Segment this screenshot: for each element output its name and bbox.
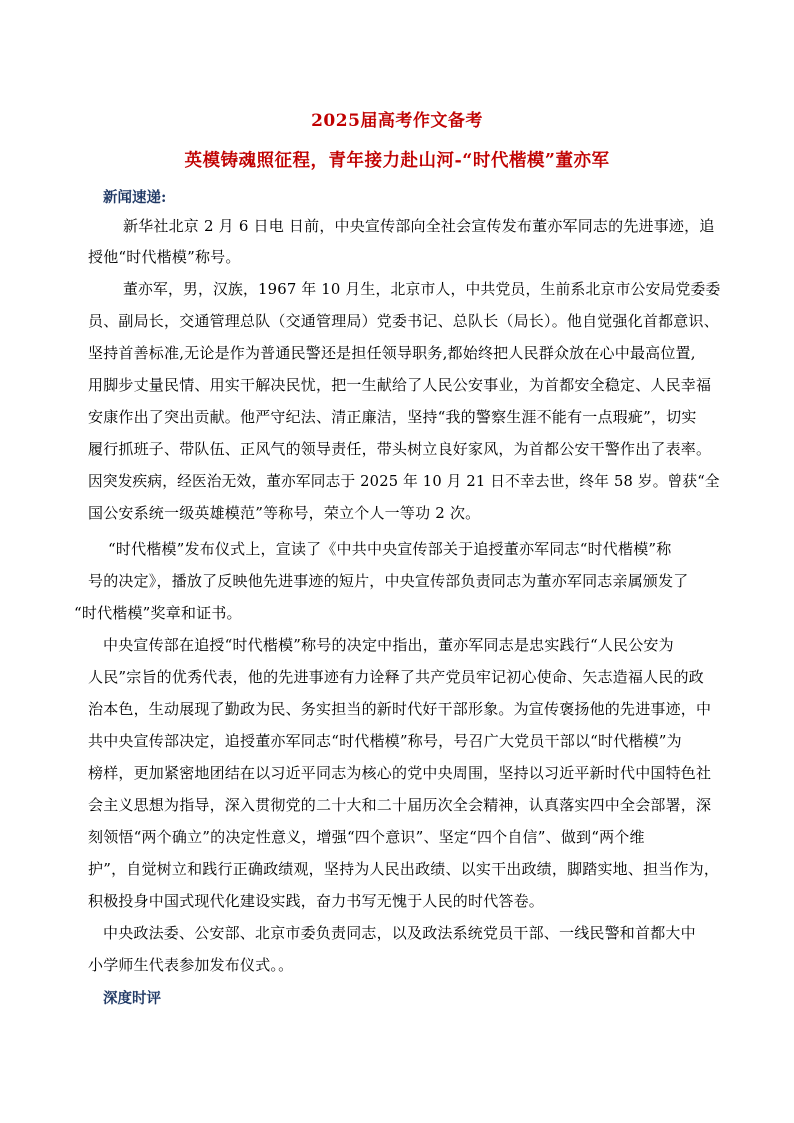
- body-line: 员、副局长，交通管理总队（交通管理局）党委书记、总队长（局长）。他自觉强化首都意识、: [88, 312, 719, 330]
- section-heading-news: 新闻速递:: [103, 189, 167, 206]
- body-line: 国公安系统一级英雄模范”等称号，荣立个人一等功 2 次。: [88, 504, 481, 522]
- body-line: 坚持首善标准,无论是作为普通民警还是担任领导职务,都始终把人民群众放在心中最高位置,: [88, 344, 696, 362]
- body-line: 刻领悟“两个确立”的决定性意义，增强“四个意识”、坚定“四个自信”、做到“两个维: [88, 828, 645, 846]
- body-line: 授他“时代楷模”称号。: [88, 248, 241, 266]
- body-line: 会主义思想为指导，深入贯彻党的二十大和二十届历次全会精神，认真落实四中全会部署，深: [88, 796, 712, 814]
- body-line: 中央政法委、公安部、北京市委负责同志，以及政法系统党员干部、一线民警和首都大中: [103, 924, 696, 942]
- body-line: 履行抓班子、带队伍、正风气的领导责任，带头树立良好家风，为首都公安干警作出了表率。: [88, 440, 712, 458]
- body-line: 中央宣传部在追授“时代楷模”称号的决定中指出，董亦军同志是忠实践行“人民公安为: [103, 636, 674, 654]
- document-title: 2025届高考作文备考: [311, 111, 483, 131]
- body-line: 用脚步丈量民情、用实干解决民忧，把一生献给了人民公安事业，为首都安全稳定、人民幸福: [88, 376, 712, 394]
- body-line: 人民”宗旨的优秀代表，他的先进事迹有力诠释了共产党员牢记初心使命、矢志造福人民的政: [88, 668, 704, 686]
- body-line: 积极投身中国式现代化建设实践，奋力书写无愧于人民的时代答卷。: [88, 892, 545, 910]
- body-line: 小学师生代表参加发布仪式。。: [88, 956, 294, 974]
- body-line: 新华社北京 2 月 6 日电 日前，中央宣传部向全社会宣传发布董亦军同志的先进事迹，追: [123, 217, 715, 235]
- body-line: 治本色，生动展现了勤政为民、务实担当的新时代好干部形象。为宣传褒扬他的先进事迹，中: [88, 700, 712, 718]
- body-line: 共中央宣传部决定，追授董亦军同志“时代楷模”称号，号召广大党员干部以“时代楷模”为: [88, 732, 682, 750]
- body-line: 安康作出了突出贡献。他严守纪法、清正廉洁，坚持“我的警察生涯不能有一点瑕疵”，切实: [88, 408, 697, 426]
- body-line: 榜样，更加紧密地团结在以习近平同志为核心的党中央周围，坚持以习近平新时代中国特色社: [88, 764, 712, 782]
- body-line: “时代楷模”奖章和证书。: [74, 604, 242, 622]
- body-line: 因突发疾病，经医治无效，董亦军同志于 2025 年 10 月 21 日不幸去世，终年 58 岁。曾获“全: [88, 472, 720, 490]
- section-heading-comment: 深度时评: [103, 990, 161, 1007]
- body-line: 董亦军，男，汉族，1967 年 10 月生，北京市人，中共党员，生前系北京市公安局党委委: [123, 280, 721, 298]
- body-line: “时代楷模”发布仪式上，宣读了《中共中央宣传部关于追授董亦军同志“时代楷模”称: [108, 540, 672, 558]
- body-line: 护”，自觉树立和践行正确政绩观，坚持为人民出政绩、以实干出政绩，脚踏实地、担当作为，: [88, 860, 720, 878]
- body-line: 号的决定》，播放了反映他先进事迹的短片，中央宣传部负责同志为董亦军同志亲属颁发了: [88, 572, 689, 590]
- document-subtitle: 英模铸魂照征程，青年接力赴山河-“时代楷模”董亦军: [184, 151, 610, 171]
